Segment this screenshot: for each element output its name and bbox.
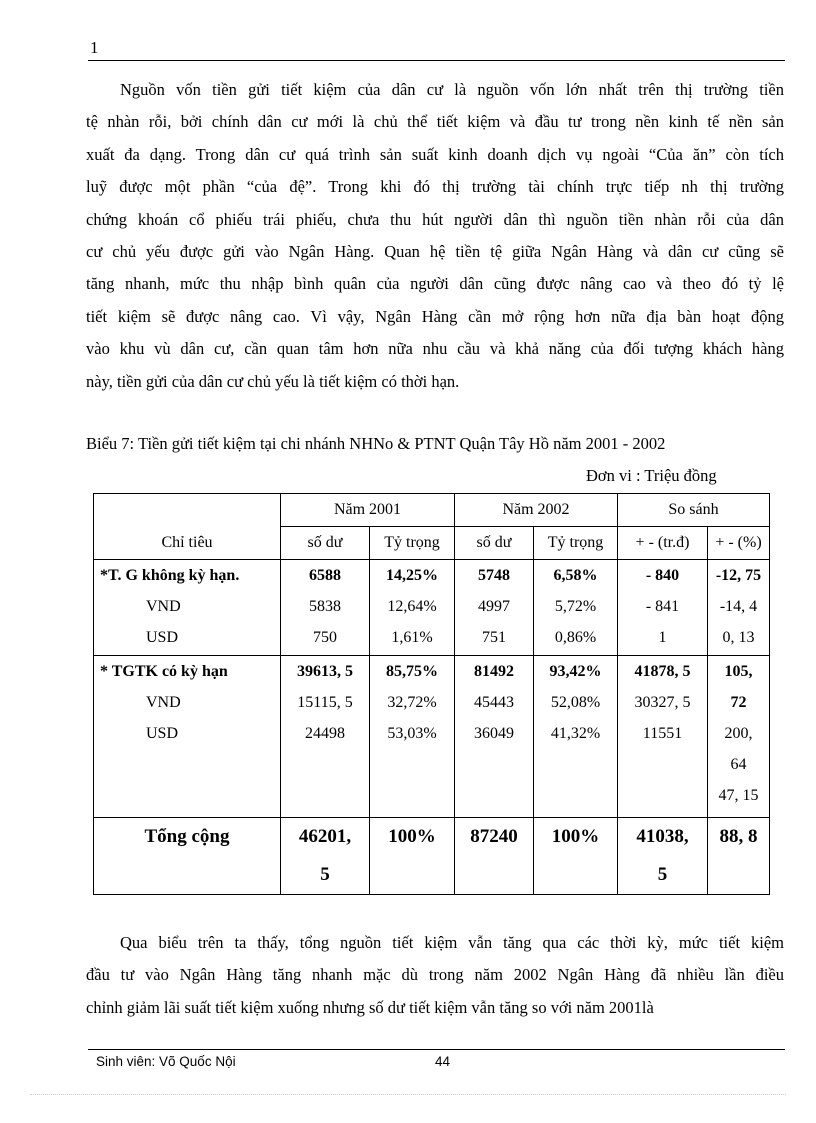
group2-share-2001 [370,656,455,818]
cell: 41038, [636,826,689,847]
cell: 87240 [470,826,518,847]
cell: 64 [730,756,747,773]
text-line: tệ nhàn rỗi, bởi chính dân cư mới là chủ thể tiết kiệm và đầu tư trong nền kinh tế nền sản [86,112,784,132]
group1-labels [94,560,281,656]
group2-labels [94,656,281,818]
share-2001-header: Tỷ trọng [370,527,455,560]
cell: 39613, 5 [297,663,353,680]
text-line: chứng khoán cổ phiếu trái phiếu, chưa thu hút người dân thì nguồn tiền nhàn rỗi của dân [86,209,784,229]
cell: 47, 15 [718,787,759,804]
total-share-2001 [370,818,455,895]
table-caption: Biểu 7: Tiền gửi tiết kiệm tại chi nhánh NHNo & PTNT Quận Tây Hồ năm 2001 - 2002 [86,434,666,453]
cell: 24498 [305,725,345,742]
cell: 105, [724,663,753,680]
footer-student: Sinh viên: Võ Quốc Nội [96,1054,236,1069]
group1-usd-label: USD [146,629,179,646]
group2-share-2002 [534,656,618,818]
cell: 4997 [478,598,510,615]
cell: 53,03% [387,725,437,742]
text-line: này, tiền gửi của dân cư chủ yếu là tiết kiệm có thời hạn. [86,371,460,391]
footer-page-number: 44 [435,1054,451,1069]
total-share-2002 [534,818,618,895]
text-line: tiết kiệm sẽ được nâng cao. Vì vậy, Ngân Hàng cần mở rộng hơn nữa địa bàn hoạt động [86,306,784,326]
cell: 100% [551,826,600,847]
cell: 11551 [642,725,683,742]
text-line: đầu tư vào Ngân Hàng tăng nhanh mặc dù trong năm 2002 Ngân Hàng đã nhiều lần điều [86,965,784,985]
cell: 0, 13 [722,629,755,646]
total-diff-pct [708,818,770,895]
cell: 200, [724,725,753,742]
balance-2002-header: số dư [455,527,534,560]
total-balance-2002 [455,818,534,895]
cell: 1 [658,629,667,646]
footer-rule [88,1049,785,1050]
total-diff-abs [618,818,708,895]
year-2002-header: Năm 2002 [455,494,618,527]
savings-table [93,493,770,895]
cell: 1,61% [391,629,433,646]
cell: 30327, 5 [634,694,691,711]
cell: 72 [730,694,747,711]
paragraph-analysis [86,927,784,1024]
cell: 32,72% [387,694,437,711]
group1-balance-2002 [455,560,534,656]
cell: 0,86% [554,629,597,646]
paragraph-intro [86,74,784,398]
table-unit: Đơn vi : Triệu đồng [586,466,717,485]
page-edge-divider [30,1094,786,1095]
cell: 6,58% [553,567,598,584]
group1-share-2002 [534,560,618,656]
header-page-number: 1 [90,38,99,57]
group2-diff-pct [708,656,770,818]
cell: 15115, 5 [297,694,353,711]
cell: 750 [313,629,337,646]
cell: - 841 [645,598,680,615]
cell: 5,72% [554,598,597,615]
cell: - 840 [645,567,680,584]
indicator-header-top [94,494,281,527]
cell: 85,75% [386,663,438,680]
text-line: xuất đa dạng. Trong dân cư quá trình sản suất kinh doanh dịch vụ ngoài “Của ăn” còn tích [86,144,784,164]
cell: 100% [388,826,436,847]
group1-diff-pct [708,560,770,656]
cell: 6588 [309,567,341,584]
group1-vnd-label: VND [146,598,181,615]
cell: 12,64% [387,598,437,615]
cell: 5748 [478,567,510,584]
cell: 36049 [474,725,514,742]
total-label-cell [94,818,281,895]
group1-share-2001 [370,560,455,656]
text-line: tăng nhanh, mức thu nhập bình quân của người dân cũng được nâng cao và theo đó tỷ lệ [86,274,784,294]
cell: -12, 75 [715,567,762,584]
text-line: cư chủ yếu được gửi vào Ngân Hàng. Quan hệ tiền tệ giữa Ngân Hàng và dân cư cũng sẽ [86,241,784,261]
indicator-header: Chỉ tiêu [94,527,281,560]
cell: 14,25% [386,567,438,584]
cell: 5838 [309,598,341,615]
cell: -14, 4 [719,598,758,615]
cell: 45443 [474,694,514,711]
cell: 41878, 5 [634,663,691,680]
group2-title: * TGTK có kỳ hạn [100,663,228,680]
text-line: luỹ được một phần “của đệ”. Trong khi đó thị trường tài chính trực tiếp nh thị trường [86,177,784,197]
total-label: Tổng cộng [144,826,230,847]
text-line: chỉnh giảm lãi suất tiết kiệm xuống nhưng số dư tiết kiệm vẫn tăng so với năm 2001là [86,997,654,1017]
group2-usd-label: USD [146,725,179,742]
group2-vnd-label: VND [146,694,181,711]
cell: 81492 [474,663,514,680]
group1-title: *T. G không kỳ hạn. [100,567,240,584]
cell: 52,08% [550,694,601,711]
cell: 93,42% [549,663,602,680]
group2-diff-abs [618,656,708,818]
balance-2001-header: số dư [281,527,370,560]
total-balance-2001 [281,818,370,895]
header-rule [88,60,785,61]
group1-balance-2001 [281,560,370,656]
cell: 751 [482,629,506,646]
cell: 46201, [298,826,352,847]
diff-abs-header: + - (tr.đ) [618,527,708,560]
group2-balance-2001 [281,656,370,818]
compare-header: So sánh [618,494,770,527]
cell: 5 [657,864,668,885]
group2-balance-2002 [455,656,534,818]
text-line: Nguồn vốn tiền gửi tiết kiệm của dân cư là nguồn vốn lớn nhất trên thị trường tiền [120,80,784,99]
cell: 5 [320,864,330,885]
text-line: Qua biểu trên ta thấy, tổng nguồn tiết kiệm vẫn tăng qua các thời kỳ, mức tiết kiệm [120,933,784,952]
cell: 88, 8 [719,826,758,847]
text-line: vào khu vù dân cư, cần quan tâm hơn nữa nhu cầu và khả năng của đối tượng khách hàng [86,339,784,359]
diff-pct-header: + - (%) [708,527,770,560]
year-2001-header: Năm 2001 [281,494,455,527]
group1-diff-abs [618,560,708,656]
share-2002-header: Tỷ trọng [534,527,618,560]
cell: 41,32% [550,725,601,742]
